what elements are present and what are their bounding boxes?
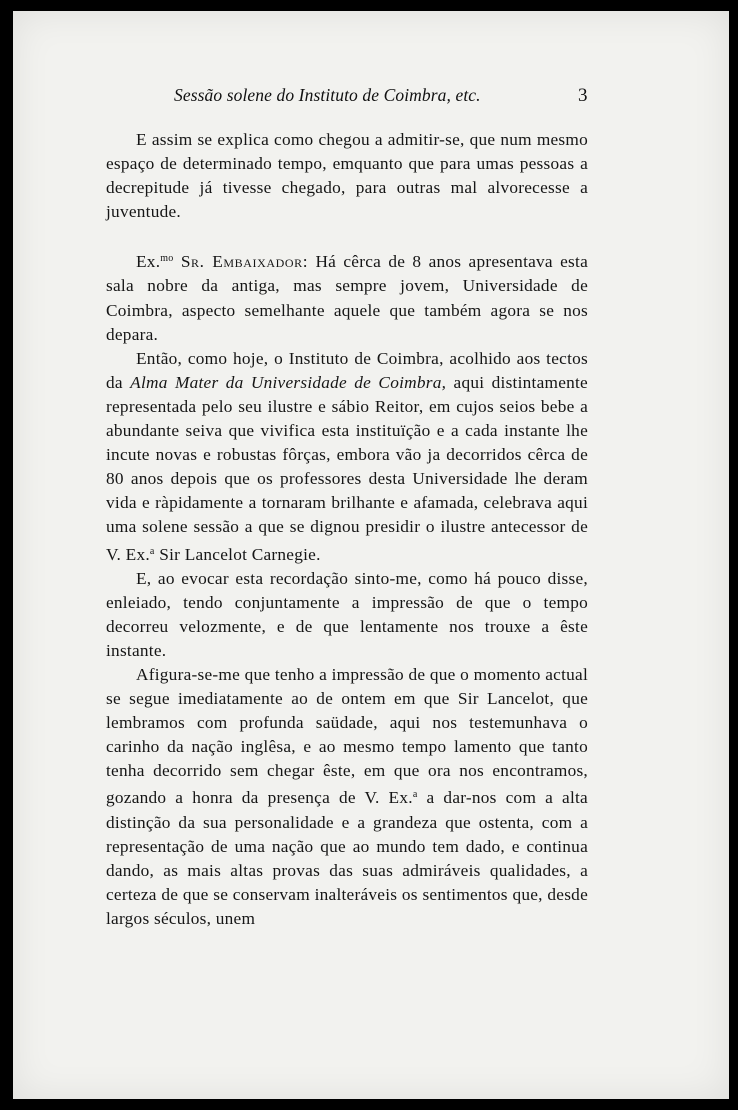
salutation-ex: Ex. — [136, 252, 161, 272]
paragraph-5-part1: Afigura-se-me que tenho a impressão de que o momento actual se segue imediatamente ao de ontem em que Sir Lancelot, que lembramos com profunda saüdade, aqui nos testemunhava o carinho da nação inglêsa, e ao mesmo tempo lamento que tanto tenha decorrido sem chegar êste, em que ora nos encontramos, gozando a honra da presença de V. Ex. — [106, 664, 588, 808]
page-number: 3 — [578, 85, 588, 106]
salutation: Sr. Embaixador: — [180, 252, 309, 272]
running-title: Sessão solene do Instituto de Coimbra, etc. — [174, 85, 481, 105]
alma-mater-italic: Alma Mater da Universidade de Coimbra, — [130, 372, 447, 392]
paragraph-3-superscript: a — [149, 545, 155, 557]
body-text — [106, 128, 588, 931]
paragraph-5 — [106, 663, 588, 931]
paragraph-1 — [106, 128, 588, 224]
paragraph-2 — [106, 247, 588, 346]
paragraph-3-part3: Sir Lancelot Carnegie. — [159, 544, 321, 564]
paragraph-5-superscript: a — [412, 789, 418, 801]
paragraph-2-text: Há cêrca de 8 anos apresentava esta sala nobre da antiga, mas sempre jovem, Universidade de Coimbra, aspecto semelhante aquele que também agora se nos depara. — [106, 252, 588, 344]
paragraph-4 — [106, 567, 588, 663]
paragraph-3-part2: aqui distintamente representada pelo seu ilustre e sábio Reitor, em cujos seios bebe a abundante seiva que vivifica esta instituïção e a cada instante lhe incute novas e robustas fôrças, embora vão ja decorridos cêrca de 80 anos depois que os professores desta Universidade lhe deram vida e ràpidamente a tornaram brilhante e afamada, celebrava aqui uma solene sessão a que se dignou presidir o ilustre antecessor de V. Ex. — [106, 372, 588, 564]
running-head — [13, 85, 729, 109]
paragraph-3 — [106, 347, 588, 567]
paragraph-1-text: E assim se explica como chegou a admitir-se, que num mesmo espaço de determinado tempo, emquanto que para umas pessoas a decrepitude já tivesse chegado, para outras mal alvorecesse a juventude. — [106, 130, 588, 222]
paragraph-3-part1: Então, como hoje, o Instituto de Coimbra, acolhido aos tectos da — [106, 348, 588, 392]
paragraph-4-text: E, ao evocar esta recordação sinto-me, como há pouco disse, enleiado, tendo conjuntamente a impressão de que o tempo decorreu velozmente, e de que lentamente nos trouxe a êste instante. — [106, 568, 588, 660]
paragraph-5-part2: a dar-nos com a alta distinção da sua personalidade e a grandeza que ostenta, com a representação de uma nação que ao mundo tem dado, e continua dando, as mais altas provas das suas admiráveis qualidades, a certeza de que se conservam inalteráveis os sentimentos que, desde largos séculos, unem — [106, 788, 588, 928]
salutation-ex-superscript: mo — [160, 253, 174, 265]
book-page — [13, 11, 729, 1099]
